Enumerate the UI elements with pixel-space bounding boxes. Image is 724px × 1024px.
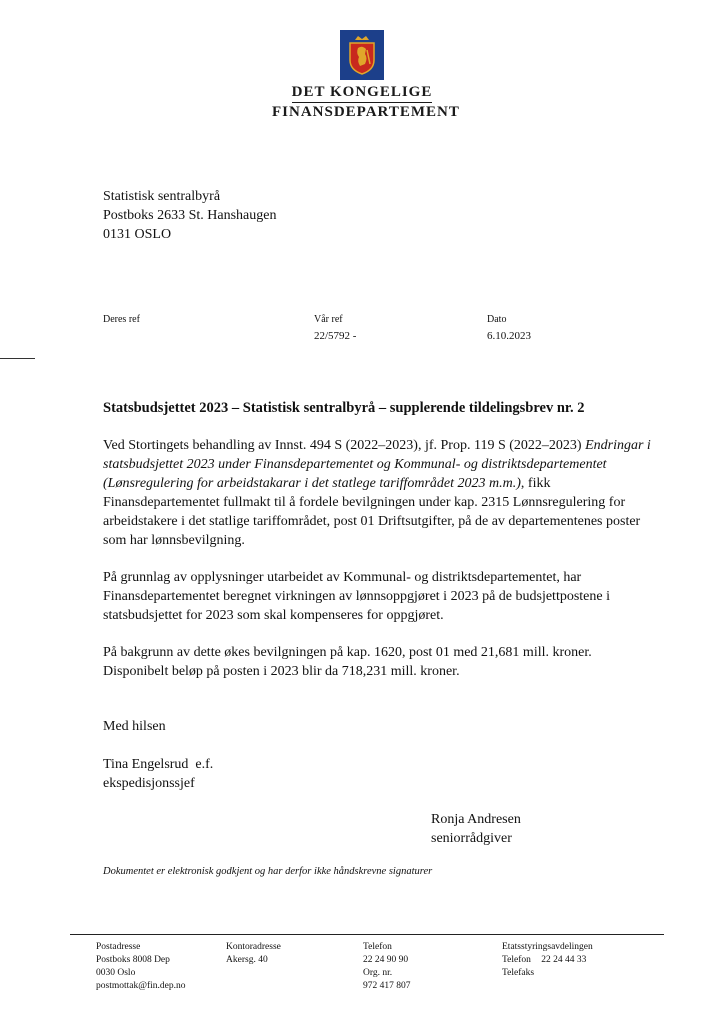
footer-dept-phone [502,954,593,967]
greeting: Med hilsen [103,719,166,734]
footer-department-name: Etatsstyringsavdelingen [502,942,593,952]
footer-postal-label: Postadresse [96,942,141,952]
letter-subject: Statsbudsjettet 2023 – Statistisk sentralbyrå – supplerende tildelingsbrev nr. 2 [103,400,585,416]
footer-orgnr-label: Org. nr. [363,968,393,978]
footer-divider [70,934,664,935]
p1-italic-title: Endringar i statsbudsjettet 2023 under Finansdepartementet og Kommunal- og distriktsdepartementet (Lønsregulering for arbeidstakarar i det statlege tariffområdet 2023 m.m.) [103,438,651,491]
footer-postal-box: Postboks 8008 Dep [96,955,170,965]
var-ref-label: Vår ref [314,314,343,325]
footer-dept-fax-label: Telefaks [502,968,535,978]
p1-text-b: , fikk Finansdepartementet fullmakt til å fordele bevilgningen under kap. 2315 Lønnsregulering for arbeidstakere i det statlige tariffområdet, post 01 Driftsutgifter, på de av departementenes poster som har lønnsbevilgning. [103,476,641,548]
p3-line2: Disponibelt beløp på posten i 2023 blir da 718,231 mill. kroner. [103,664,460,679]
var-ref-value: 22/5792 - [314,330,357,342]
signer-2-name: Ronja Andresen [431,812,521,827]
signer-2 [431,810,631,848]
ref-var [314,312,356,344]
recipient-address [103,187,276,244]
ref-dato [487,312,531,344]
footer-email: postmottak@fin.dep.no [96,981,186,991]
ref-deres [103,312,140,328]
footer-office [226,941,281,967]
ministry-logo [272,30,460,121]
recipient-name: Statistisk sentralbyrå [103,189,221,204]
signer-1-name: Tina Engelsrud e.f. [103,757,214,772]
footer-department [502,941,593,980]
footer-dept-phone-label: Telefon [502,955,531,965]
dato-value: 6.10.2023 [487,330,531,342]
logo-text-line1: DET KONGELIGE [292,84,433,103]
footer-orgnr-value: 972 417 807 [363,981,411,991]
footer-office-address: Akersg. 40 [226,955,268,965]
p1-text-a: Ved Stortingets behandling av Innst. 494 S (2022–2023), jf. Prop. 119 S (2022–2023) [103,438,586,453]
dato-label: Dato [487,314,507,325]
body-paragraph-3 [103,643,663,681]
body-paragraph-2 [103,568,663,625]
signer-1-title: ekspedisjonssjef [103,776,195,791]
signer-1 [103,755,663,793]
logo-text-line2: FINANSDEPARTEMENT [272,104,460,120]
fold-mark [0,358,35,359]
footer-postal-city: 0030 Oslo [96,968,136,978]
recipient-street: Postboks 2633 St. Hanshaugen [103,208,277,223]
coat-of-arms-icon [340,30,384,80]
footer-postal [96,941,186,993]
footer-office-label: Kontoradresse [226,942,281,952]
p2-text: På grunnlag av opplysninger utarbeidet av Kommunal- og distriktsdepartementet, har Finansdepartementet beregnet virkningen av lønnsoppgjøret i 2023 på de budsjettpostene i statsbudsjettet for 2023 som skal kompenseres for oppgjøret. [103,570,610,623]
footer-phone-label: Telefon [363,942,392,952]
footer-phone [363,941,411,993]
body-paragraph-1 [103,436,663,550]
deres-ref-label: Deres ref [103,314,140,325]
p3-line1: På bakgrunn av dette økes bevilgningen på kap. 1620, post 01 med 21,681 mill. kroner. [103,645,592,660]
signer-2-title: seniorrådgiver [431,831,512,846]
recipient-city: 0131 OSLO [103,227,172,242]
footer-phone-number: 22 24 90 90 [363,955,409,965]
electronic-signature-note: Dokumentet er elektronisk godkjent og har derfor ikke håndskrevne signaturer [103,866,433,877]
footer-dept-phone-value: 22 24 44 33 [541,955,587,965]
